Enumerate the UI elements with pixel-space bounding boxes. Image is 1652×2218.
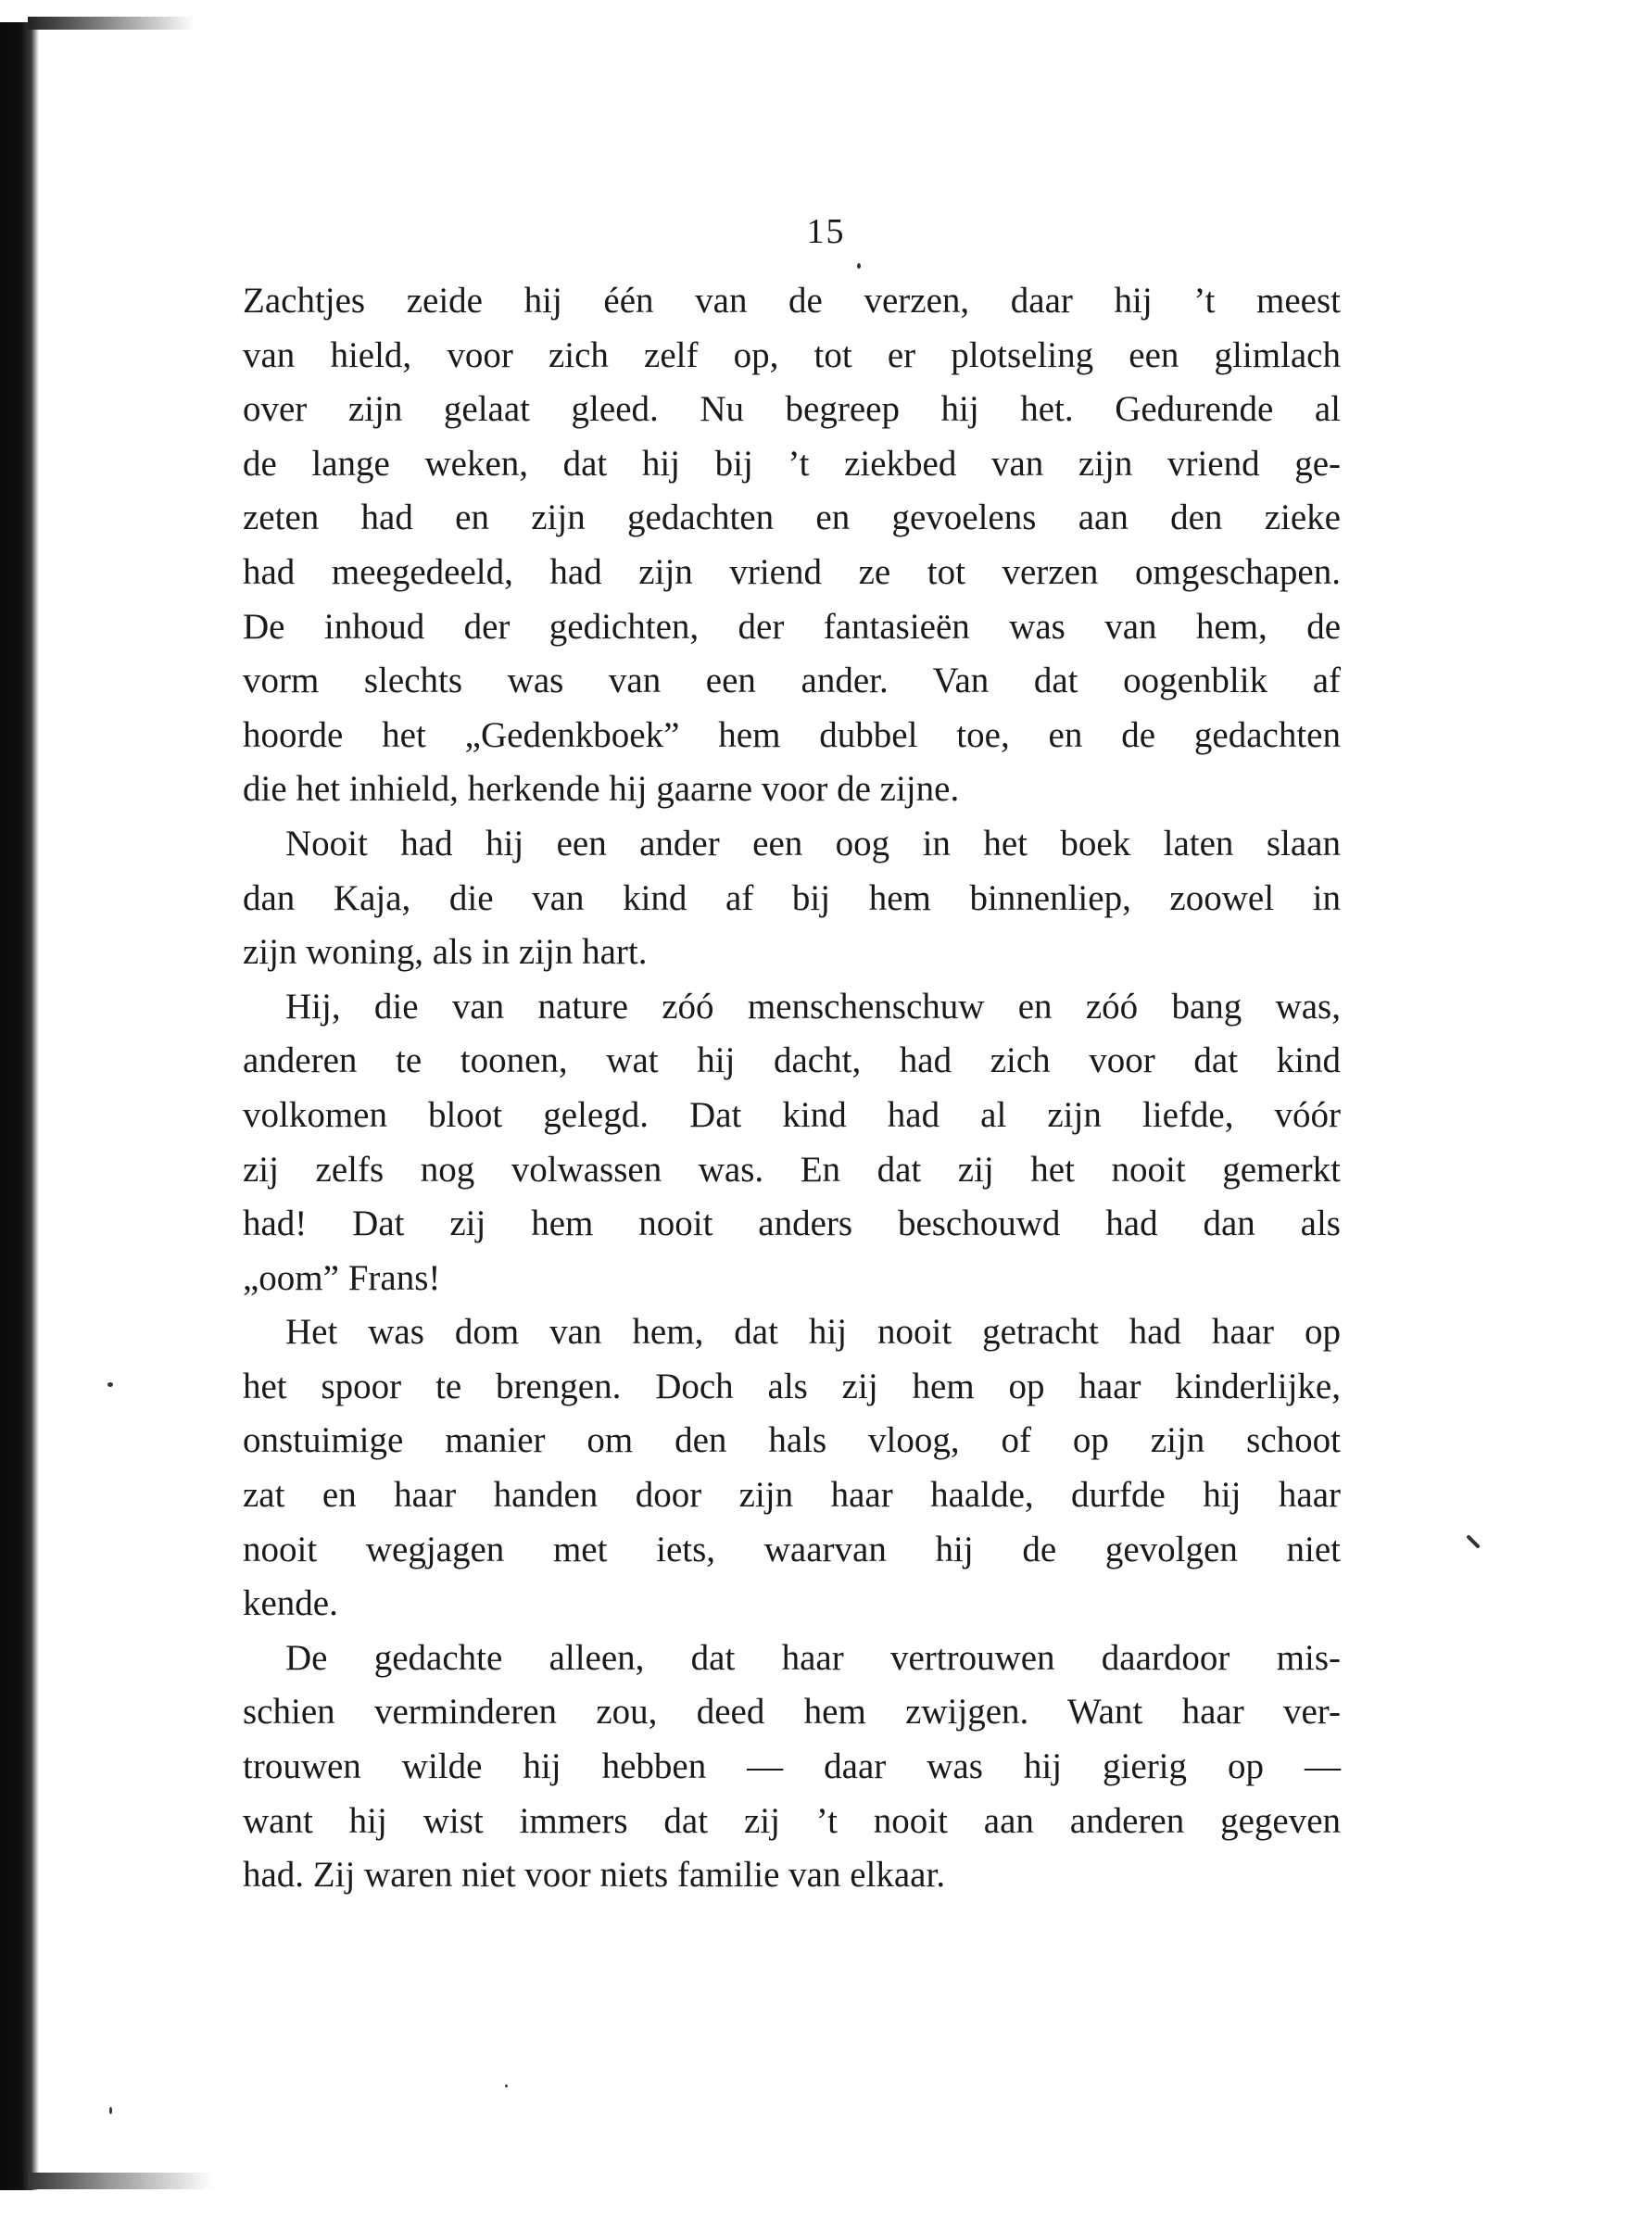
- text-line: vorm slechts was van een ander. Van dat oogenblik af: [243, 661, 1341, 701]
- text-line: het spoor te brengen. Doch als zij hem op haar kinderlijke,: [243, 1366, 1341, 1406]
- text-line: want hij wist immers dat zij ’t nooit aan anderen gegeven: [243, 1800, 1341, 1841]
- scan-speck: [505, 2085, 508, 2087]
- text-line: zijn woning, als in zijn hart.: [243, 932, 648, 973]
- text-line: De gedachte alleen, dat haar vertrouwen daardoor mis-: [285, 1637, 1341, 1678]
- scan-speck: [109, 2107, 112, 2114]
- text-line: dan Kaja, die van kind af bij hem binnenliep, zoowel in: [243, 877, 1341, 918]
- text-line: had! Dat zij hem nooit anders beschouwd had dan als: [243, 1204, 1341, 1244]
- text-line: zat en haar handen door zijn haar haalde, durfde hij haar: [243, 1475, 1341, 1516]
- scan-speck: [1466, 1534, 1481, 1549]
- text-line: zij zelfs nog volwassen was. En dat zij het nooit gemerkt: [243, 1149, 1341, 1190]
- paragraph: [243, 1632, 1341, 1903]
- text-line: Zachtjes zeide hij één van de verzen, daar hij ’t meest: [243, 281, 1341, 321]
- text-line: had meegedeeld, had zijn vriend ze tot verzen omgeschapen.: [243, 551, 1341, 592]
- scan-speck: [857, 263, 861, 269]
- text-line: „oom” Frans!: [243, 1257, 441, 1298]
- paragraph: [243, 980, 1341, 1306]
- text-line: anderen te toonen, wat hij dacht, had zich voor dat kind: [243, 1040, 1341, 1081]
- paragraph: [243, 274, 1341, 817]
- text-line: De inhoud der gedichten, der fantasieën was van hem, de: [243, 606, 1341, 647]
- text-line: hoorde het „Gedenkboek” hem dubbel toe, en de gedachten: [243, 714, 1341, 755]
- scan-speck: [107, 1382, 113, 1387]
- paragraph: [243, 1305, 1341, 1632]
- text-line: onstuimige manier om den hals vloog, of op zijn schoot: [243, 1420, 1341, 1461]
- text-line: over zijn gelaat gleed. Nu begreep hij het. Gedurende al: [243, 389, 1341, 430]
- text-line: kende.: [243, 1583, 338, 1624]
- text-line: volkomen bloot gelegd. Dat kind had al zijn liefde, vóór: [243, 1094, 1341, 1135]
- text-line: trouwen wilde hij hebben — daar was hij gierig op —: [243, 1746, 1341, 1787]
- text-line: van hield, voor zich zelf op, tot er plotseling een glimlach: [243, 334, 1341, 375]
- body-text: [243, 274, 1341, 1903]
- text-line: zeten had en zijn gedachten en gevoelens aan den zieke: [243, 498, 1341, 538]
- text-line: Hij, die van nature zóó menschenschuw en zóó bang was,: [285, 986, 1341, 1027]
- paragraph: [243, 817, 1341, 980]
- page-number: 15: [806, 212, 846, 251]
- text-line: Nooit had hij een ander een oog in het boek laten slaan: [285, 823, 1341, 863]
- text-line: de lange weken, dat hij bij ’t ziekbed van zijn vriend ge-: [243, 443, 1341, 484]
- text-line: schien verminderen zou, deed hem zwijgen. Want haar ver-: [243, 1692, 1341, 1733]
- binding-shadow-top: [28, 17, 195, 30]
- binding-edge: [0, 22, 39, 2190]
- text-line: Het was dom van hem, dat hij nooit getracht had haar op: [285, 1312, 1341, 1353]
- text-line: had. Zij waren niet voor niets familie van elkaar.: [243, 1855, 946, 1896]
- binding-shadow-bottom: [28, 2173, 213, 2189]
- text-line: die het inhield, herkende hij gaarne voor de zijne.: [243, 769, 960, 810]
- text-line: nooit wegjagen met iets, waarvan hij de gevolgen niet: [243, 1529, 1341, 1569]
